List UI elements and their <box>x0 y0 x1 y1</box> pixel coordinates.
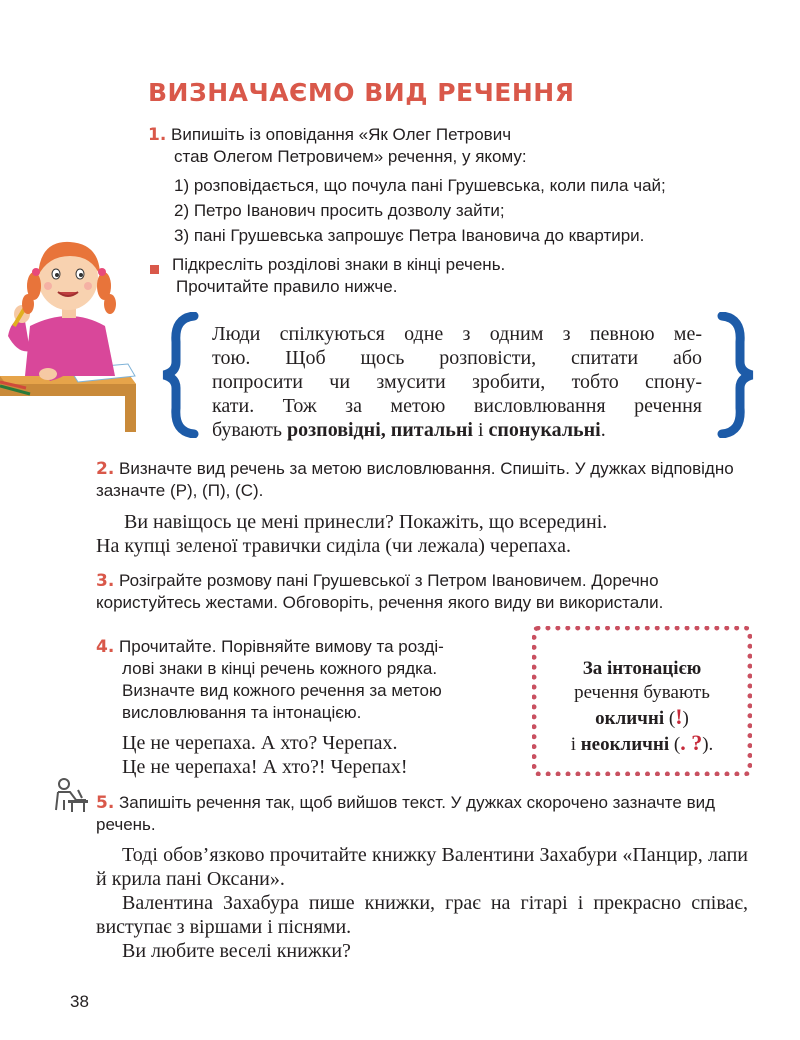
box-text: ( <box>669 734 681 755</box>
rule-line: тою. Щоб щось розповісти, спитати або <box>212 347 702 369</box>
page-title: ВИЗНАЧАЄМО ВИД РЕЧЕННЯ <box>148 78 575 107</box>
exercise-2 <box>96 458 748 502</box>
task-text: Підкресліть розділові знаки в кінці речень. <box>172 255 506 274</box>
exercise-number: 2. <box>96 459 115 479</box>
desk-writing-icon <box>50 778 90 814</box>
example-sentences <box>122 731 408 779</box>
task-text: Прочитайте правило нижче. <box>176 277 398 296</box>
intonation-box <box>532 626 752 776</box>
exercise-number: 4. <box>96 637 115 657</box>
exercise-text: Визначте вид речень за метою висловлювання. Спишіть. У дужках відповідно зазначте (Р), (П), (С). <box>96 459 734 500</box>
exercise-number: 3. <box>96 571 115 591</box>
left-brace-icon <box>160 312 200 438</box>
box-text: ) <box>682 708 689 729</box>
rule-line: кати. Тож за метою висловлювання речення <box>212 395 702 417</box>
paragraph: Ви любите веселі книжки? <box>122 940 351 962</box>
paragraph: Валентина Захабура пише книжки, грає на гітарі і прекрасно співає, виступає з віршами і піснями. <box>96 892 748 938</box>
example-sentences <box>96 510 750 558</box>
exercise-4 <box>96 636 526 724</box>
exercise-text: Розіграйте розмову пані Грушевської з Петром Івановичем. Доречно користуйтесь жестами. Обговоріть, речення якого виду ви використали. <box>96 571 664 612</box>
exercise-text: Запишіть речення так, щоб вийшов текст. У дужках скорочено зазначте вид речень. <box>96 793 716 834</box>
box-text: і <box>570 734 581 755</box>
box-text: речення бувають <box>574 682 710 703</box>
list-item: 3) пані Грушевська запрошує Петра Івановича до квартири. <box>174 226 645 245</box>
sentence: Це не черепаха. А хто? Черепах. <box>122 732 398 754</box>
page-number: 38 <box>70 992 89 1011</box>
exercise-text: Визначте вид кожного речення за метою <box>122 681 442 700</box>
exercise-number: 5. <box>96 793 115 813</box>
period-question-marks: . ? <box>680 730 703 755</box>
girl-illustration <box>0 226 140 436</box>
sentence: Ви навіщось це мені принесли? Покажіть, що всередині. <box>124 511 608 533</box>
rule-text: бувають <box>212 419 288 441</box>
box-heading: За інтонацією <box>582 658 702 679</box>
square-bullet-icon <box>150 259 159 278</box>
exercise-5 <box>96 792 750 836</box>
box-term: окличні <box>595 708 665 729</box>
sentence: Це не черепаха! А хто?! Черепах! <box>122 756 408 778</box>
exercise-3 <box>96 570 750 614</box>
rule-term: спонукальні <box>488 419 601 441</box>
exercise-text: лові знаки в кінці речень кожного рядка. <box>122 659 438 678</box>
list-item: 1) розповідається, що почула пані Грушевська, коли пила чай; <box>174 176 666 195</box>
paragraph: Тоді обов’язково прочитайте книжку Валентини Захабури «Панцир, лапи й крила пані Оксани». <box>96 844 748 890</box>
exercise-number: 1. <box>148 125 167 145</box>
exercise-text: Прочитайте. Порівняйте вимову та розді- <box>119 637 444 656</box>
list-item: 2) Петро Іванович просить дозволу зайти; <box>174 201 505 220</box>
rule-box <box>212 322 702 442</box>
exercise-text: висловлювання та інтонацією. <box>122 703 362 722</box>
rule-text: і <box>472 419 489 441</box>
exercise-text: Випишіть із оповідання «Як Олег Петрович <box>171 125 512 144</box>
right-brace-icon <box>716 312 756 438</box>
box-text: ). <box>702 734 714 755</box>
box-line <box>537 731 747 757</box>
sentence: На купці зеленої травички сиділа (чи лежала) черепаха. <box>96 535 571 557</box>
exercise-text: став Олегом Петровичем» речення, у якому: <box>174 147 527 166</box>
exclamation-mark: ! <box>675 704 683 729</box>
box-text: ( <box>664 708 676 729</box>
text-paragraphs <box>96 843 748 963</box>
box-line <box>537 705 747 731</box>
box-term: неокличні <box>580 734 670 755</box>
rule-line: Люди спілкуються одне з одним з певною ме- <box>212 323 702 345</box>
rule-line <box>212 418 702 442</box>
exercise-1 <box>148 124 748 146</box>
rule-text: . <box>600 419 606 441</box>
rule-line: попросити чи змусити зробити, тобто спону- <box>212 371 702 393</box>
rule-term: розповідні, питальні <box>287 419 473 441</box>
